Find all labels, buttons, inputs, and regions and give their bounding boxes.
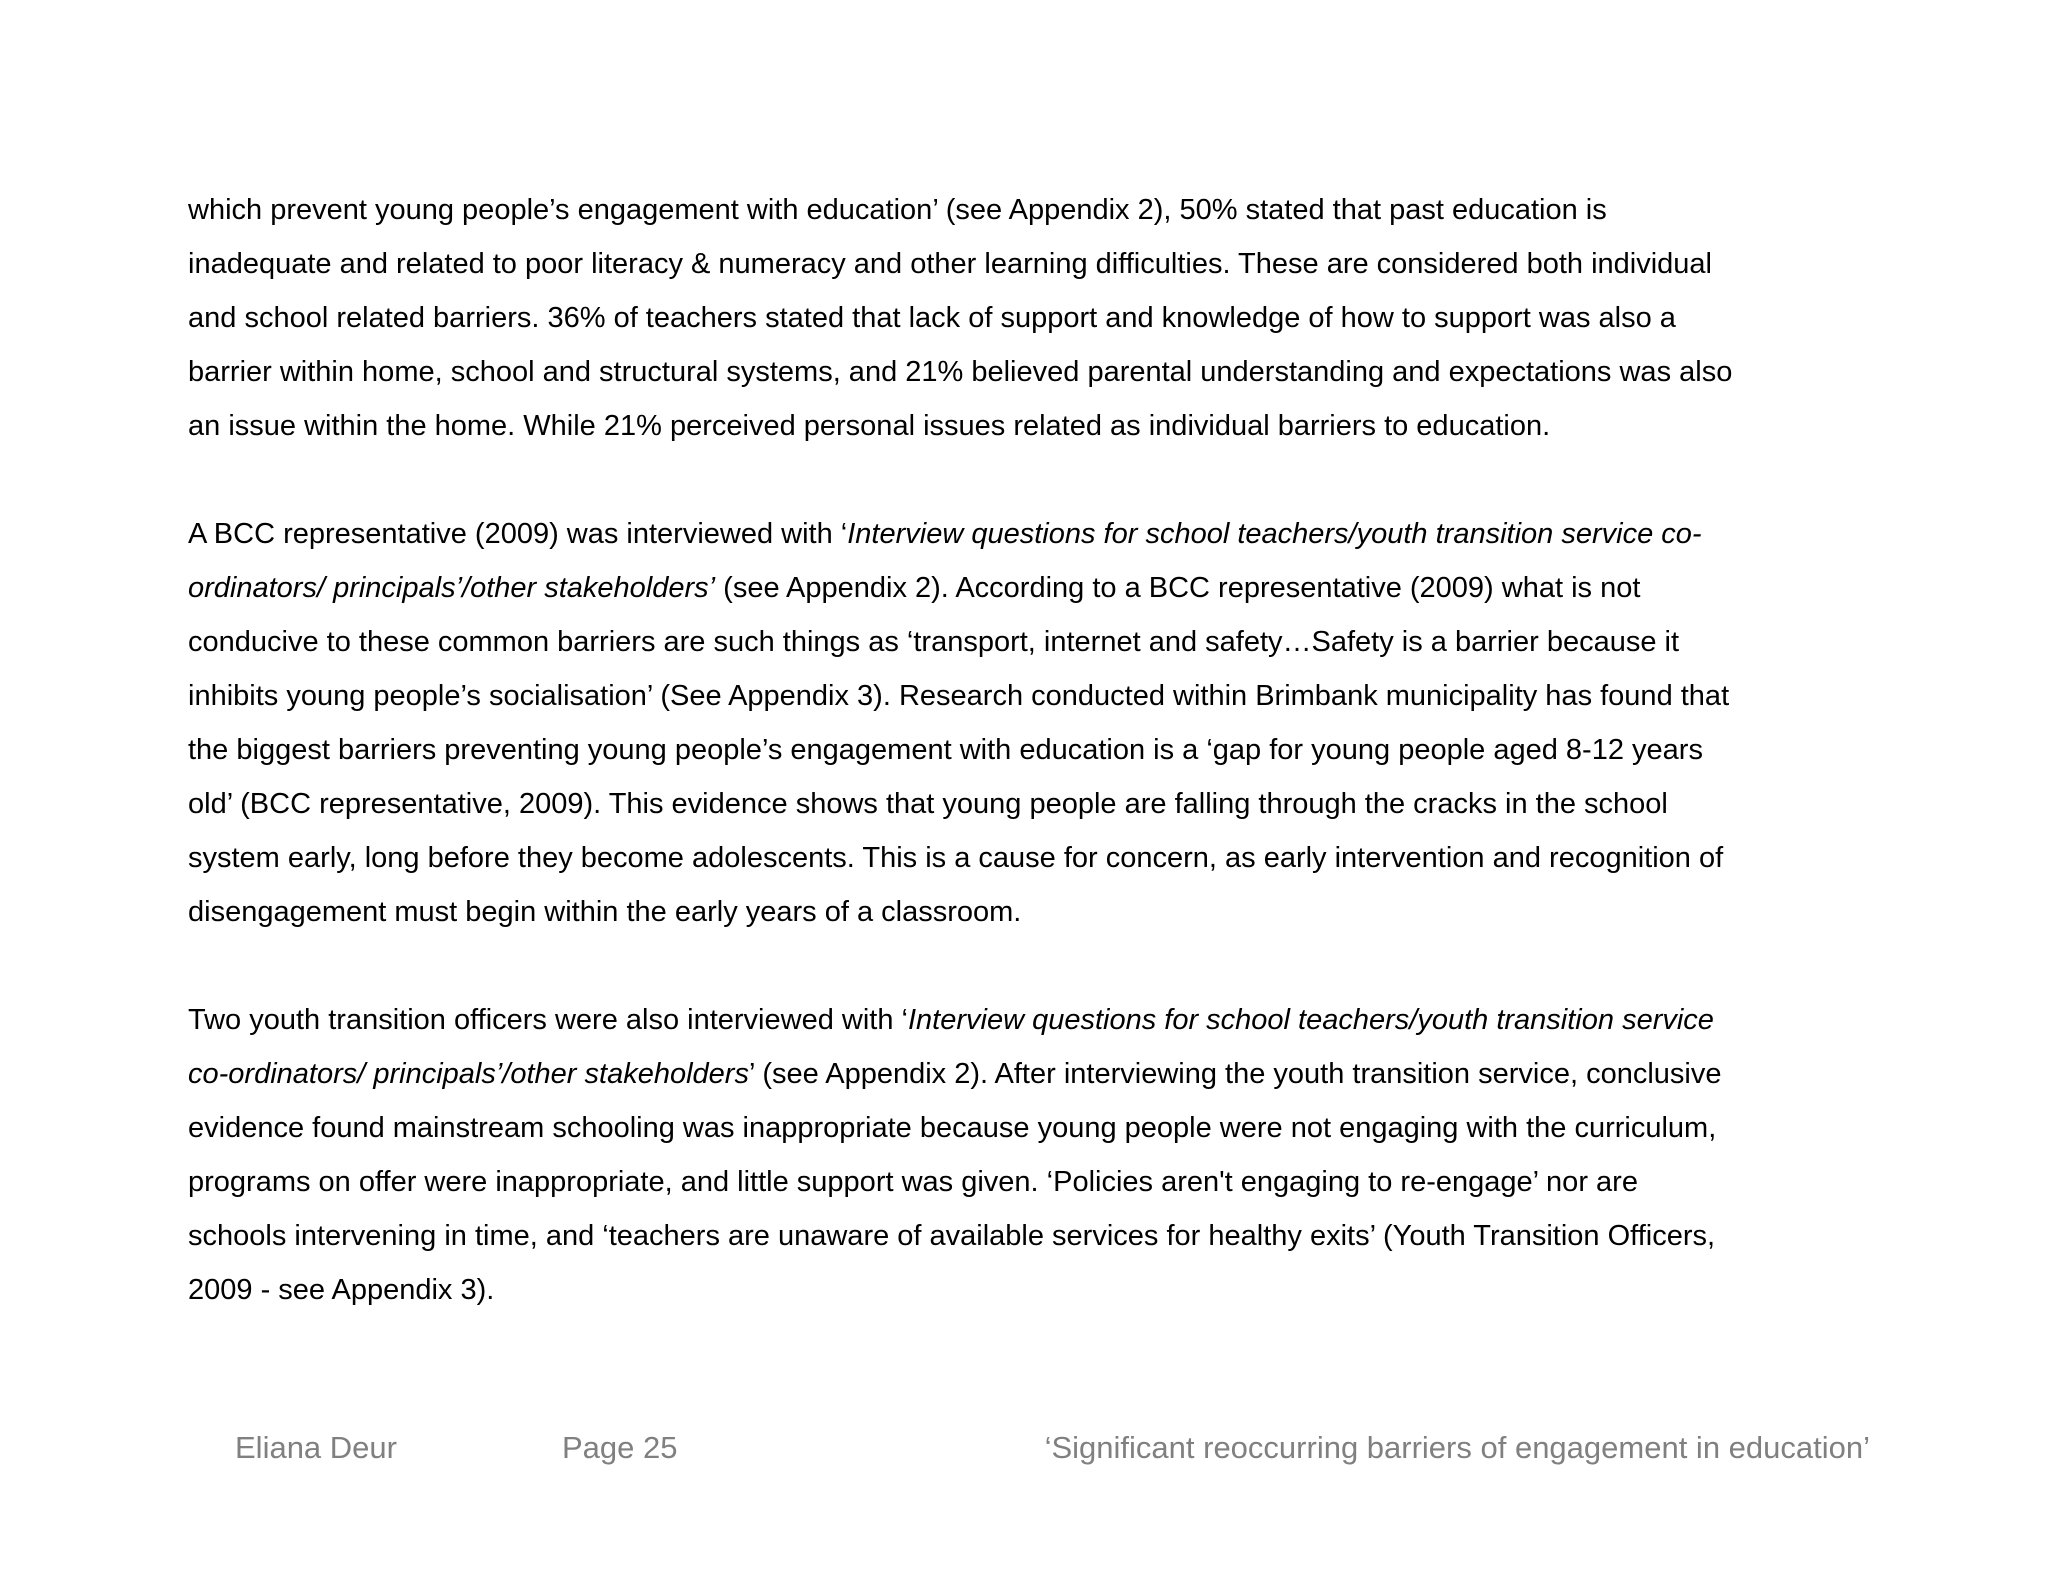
text-run: ’ (see Appendix 2). After interviewing the youth transition service, conclusive (748, 1058, 1722, 1090)
text-line (188, 237, 1888, 291)
text-line (188, 561, 1888, 615)
italic-text: co-ordinators/ principals’/other stakeholders (188, 1058, 749, 1090)
text-line (188, 1263, 1888, 1317)
text-line (188, 345, 1888, 399)
italic-text: Interview questions for school teachers/youth transition service (907, 1004, 1714, 1036)
paragraph-spacer (188, 453, 1888, 507)
italic-text: Interview questions for school teachers/youth transition service co- (847, 518, 1702, 550)
footer-page-number: Page 25 (562, 1430, 678, 1465)
text-run: Two youth transition officers were also interviewed with ‘ (188, 1004, 908, 1036)
text-run: (see Appendix 2). According to a BCC representative (2009) what is not (715, 572, 1641, 604)
text-line (188, 723, 1888, 777)
text-run: 2009 - see Appendix 3). (188, 1274, 495, 1306)
paragraph-3 (188, 993, 1888, 1317)
text-run: conducive to these common barriers are such things as ‘transport, internet and safety…Safety is a barrier because it (188, 626, 1680, 658)
text-line (188, 1209, 1888, 1263)
text-line (188, 399, 1888, 453)
text-run: and school related barriers. 36% of teachers stated that lack of support and knowledge of how to support was also a (188, 302, 1676, 334)
text-run: inadequate and related to poor literacy & numeracy and other learning difficulties. These are considered both individual (188, 248, 1713, 280)
footer-document-title: ‘Significant reoccurring barriers of engagement in education’ (1044, 1430, 1870, 1465)
text-run: inhibits young people’s socialisation’ (See Appendix 3). Research conducted within Brimbank municipality has found that (188, 680, 1730, 712)
text-line (188, 993, 1888, 1047)
text-run: schools intervening in time, and ‘teachers are unaware of available services for healthy exits’ (Youth Transition Officers, (188, 1220, 1716, 1252)
document-body (188, 183, 1888, 1317)
text-run: A BCC representative (2009) was interviewed with ‘ (188, 518, 848, 550)
text-run: barrier within home, school and structural systems, and 21% believed parental understanding and expectations was also (188, 356, 1733, 388)
text-line (188, 1155, 1888, 1209)
text-line (188, 831, 1888, 885)
text-line (188, 777, 1888, 831)
text-line (188, 1047, 1888, 1101)
text-run: evidence found mainstream schooling was inappropriate because young people were not engaging with the curriculum, (188, 1112, 1717, 1144)
text-run: which prevent young people’s engagement with education’ (see Appendix 2), 50% stated that past education is (188, 194, 1607, 226)
text-run: disengagement must begin within the early years of a classroom. (188, 896, 1022, 928)
paragraph-spacer (188, 939, 1888, 993)
text-run: an issue within the home. While 21% perceived personal issues related as individual barriers to education. (188, 410, 1551, 442)
text-line (188, 615, 1888, 669)
footer-author: Eliana Deur (235, 1430, 397, 1465)
italic-text: ordinators/ principals’/other stakeholders’ (188, 572, 716, 604)
text-run: old’ (BCC representative, 2009). This evidence shows that young people are falling through the cracks in the school (188, 788, 1668, 820)
text-run: programs on offer were inappropriate, and little support was given. ‘Policies aren't engaging to re-engage’ nor are (188, 1166, 1638, 1198)
text-line (188, 507, 1888, 561)
text-line (188, 291, 1888, 345)
text-line (188, 669, 1888, 723)
paragraph-1 (188, 183, 1888, 453)
text-line (188, 1101, 1888, 1155)
text-run: system early, long before they become adolescents. This is a cause for concern, as early intervention and recognition of (188, 842, 1724, 874)
text-line (188, 183, 1888, 237)
text-run: the biggest barriers preventing young people’s engagement with education is a ‘gap for young people aged 8-12 years (188, 734, 1703, 766)
text-line (188, 885, 1888, 939)
paragraph-2 (188, 507, 1888, 939)
